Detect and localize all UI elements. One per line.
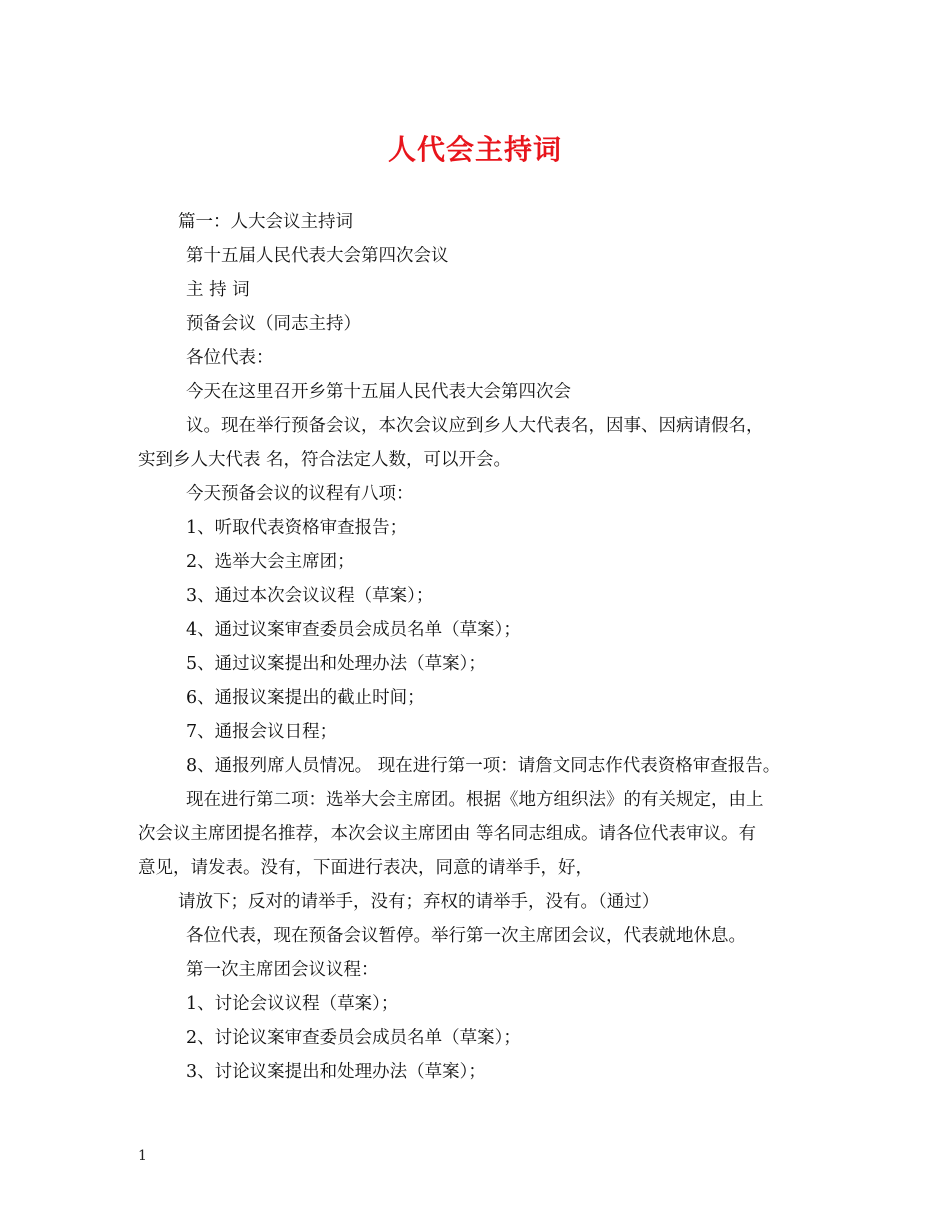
agenda-item: 5、通过议案提出和处理办法（草案）； [186, 654, 486, 674]
agenda-item: 8、通报列席人员情况。 现在进行第一项：请詹文同志作代表资格审查报告。 [186, 756, 781, 776]
body-line: 现在进行第二项：选举大会主席团。根据《地方组织法》的有关规定，由上 [186, 790, 764, 810]
agenda-item: 6、通报议案提出的截止时间； [186, 688, 425, 708]
body-line: 意见，请发表。没有，下面进行表决，同意的请举手，好， [138, 858, 593, 878]
document-title: 人代会主持词 [387, 133, 562, 166]
body-line: 今天在这里召开乡第十五届人民代表大会第四次会 [186, 382, 571, 402]
body-line: 议。现在举行预备会议，本次会议应到乡人大代表名，因事、因病请假名， [186, 416, 764, 436]
agenda-item: 2、选举大会主席团； [186, 552, 355, 572]
presidium-agenda-heading: 第一次主席团会议议程： [186, 960, 379, 980]
agenda-item: 1、听取代表资格审查报告； [186, 518, 408, 538]
greeting: 各位代表： [186, 348, 274, 368]
preparatory-meeting-label: 预备会议（同志主持） [186, 314, 361, 334]
agenda-item: 7、通报会议日程； [186, 722, 338, 742]
presidium-agenda-item: 2、讨论议案审查委员会成员名单（草案）； [186, 1028, 521, 1048]
presidium-agenda-item: 3、讨论议案提出和处理办法（草案）； [186, 1062, 486, 1082]
page-number: 1 [138, 1148, 147, 1164]
body-line: 请放下；反对的请举手，没有；弃权的请举手，没有。（通过） [178, 892, 660, 912]
document-body [138, 205, 818, 1089]
body-line: 次会议主席团提名推荐，本次会议主席团由 等名同志组成。请各位代表审议。有 [138, 824, 757, 844]
meeting-name: 第十五届人民代表大会第四次会议 [186, 246, 449, 266]
agenda-heading: 今天预备会议的议程有八项： [186, 484, 414, 504]
agenda-item: 4、通过议案审查委员会成员名单（草案）； [186, 620, 521, 640]
body-line: 各位代表，现在预备会议暂停。举行第一次主席团会议，代表就地休息。 [186, 926, 746, 946]
section-heading: 篇一：人大会议主持词 [178, 212, 353, 232]
body-line: 实到乡人大代表 名，符合法定人数，可以开会。 [138, 450, 512, 470]
presidium-agenda-item: 1、讨论会议议程（草案）； [186, 994, 399, 1014]
host-script-label: 主 持 词 [186, 280, 250, 300]
agenda-item: 3、通过本次会议议程（草案）； [186, 586, 434, 606]
